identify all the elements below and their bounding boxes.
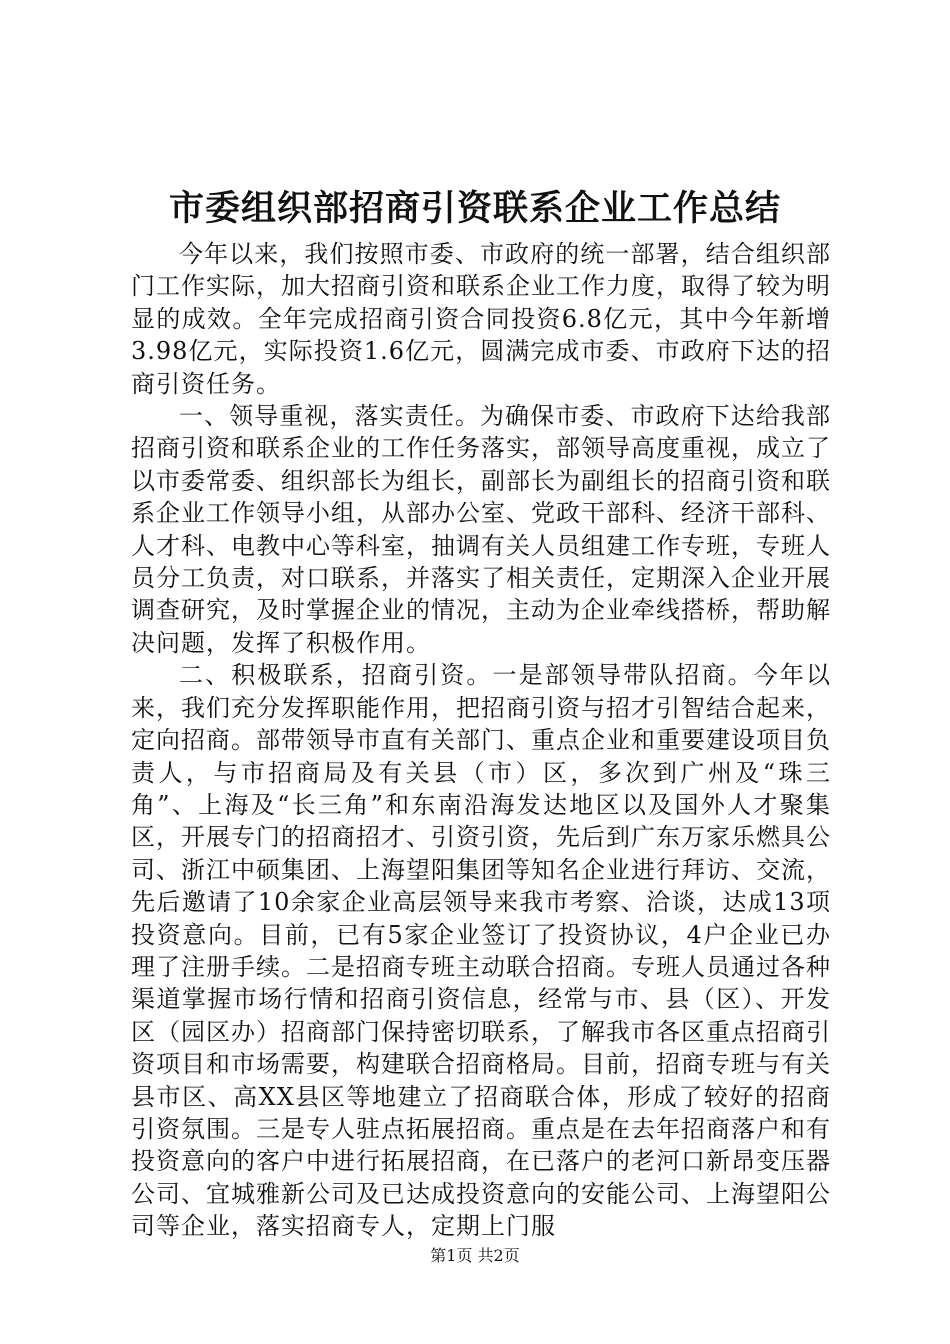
paragraph-intro: 今年以来，我们按照市委、市政府的统一部署，结合组织部门工作实际，加大招商引资和联系企业工作力度，取得了较为明显的成效。全年完成招商引资合同投资6.8亿元，其中今年新增3.98亿元，实际投资1.6亿元，圆满完成市委、市政府下达的招商引资任务。 [131,240,831,398]
document-body [131,238,831,1243]
paragraph-section-1: 一、领导重视，落实责任。为确保市委、市政府下达给我部招商引资和联系企业的工作任务落实，部领导高度重视，成立了以市委常委、组织部长为组长，副部长为副组长的招商引资和联系企业工作领导小组，从部办公室、党政干部科、经济干部科、人才科、电教中心等科室，抽调有关人员组建工作专班，专班人员分工负责，对口联系，并落实了相关责任，定期深入企业开展调查研究，及时掌握企业的情况，主动为企业牵线搭桥，帮助解决问题，发挥了积极作用。 [131,402,831,657]
document-title: 市委组织部招商引资联系企业工作总结 [168,188,781,229]
page-footer: 第1页 共2页 [430,1246,520,1265]
paragraph-section-2: 二、积极联系，招商引资。一是部领导带队招商。今年以来，我们充分发挥职能作用，把招商引资与招才引智结合起来，定向招商。部带领导市直有关部门、重点企业和重要建设项目负责人，与市招商局及有关县（市）区，多次到广州及“珠三角”、上海及“长三角”和东南沿海发达地区以及国外人才聚集区，开展专门的招商招才、引资引资，先后到广东万家乐燃具公司、浙江中硕集团、上海望阳集团等知名企业进行拜访、交流，先后邀请了10余家企业高层领导来我市考察、洽谈，达成13项投资意向。目前，已有5家企业签订了投资协议，4户企业已办理了注册手续。二是招商专班主动联合招商。专班人员通过各种渠道掌握市场行情和招商引资信息，经常与市、县（区）、开发区（园区办）招商部门保持密切联系，了解我市各区重点招商引资项目和市场需要，构建联合招商格局。目前，招商专班与有关县市区、高XX县区等地建立了招商联合体，形成了较好的招商引资氛围。三是专人驻点拓展招商。重点是在去年招商落户和有投资意向的客户中进行拓展招商，在已落户的老河口新昂变压器公司、宜城雅新公司及已达成投资意向的安能公司、上海望阳公司等企业，落实招商专人，定期上门服 [131,661,831,1241]
